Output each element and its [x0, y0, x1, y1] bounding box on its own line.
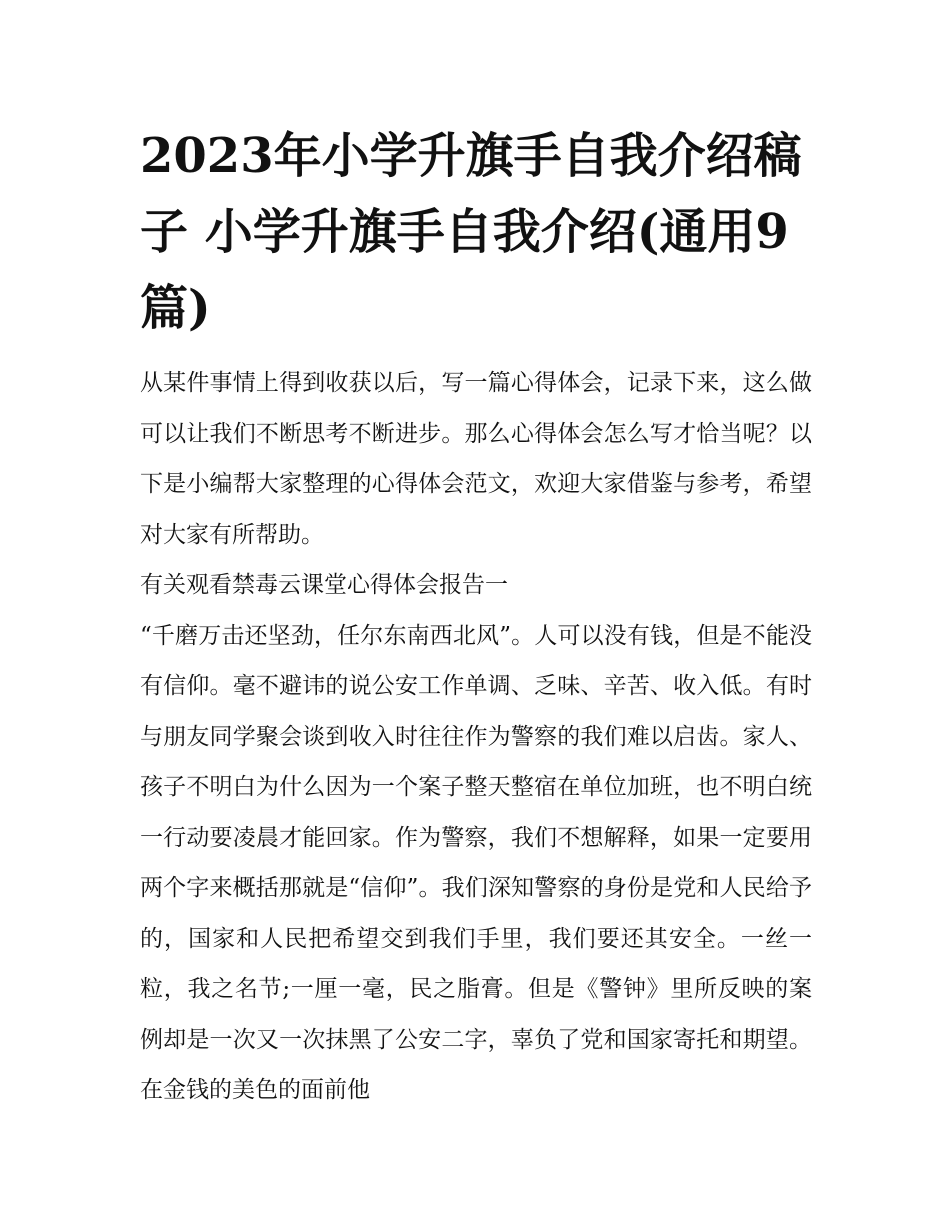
document-page [140, 118, 812, 1116]
section-heading: 有关观看禁毒云课堂心得体会报告一 [140, 572, 508, 598]
document-content [140, 358, 812, 1116]
body-paragraph: “千磨万击还坚劲，任尔东南西北风”。人可以没有钱，但是不能没有信仰。毫不避讳的说公安工作单调、乏味、辛苦、收入低。有时与朋友同学聚会谈到收入时往往作为警察的我们难以启齿。家人、孩子不明白为什么因为一个案子整天整宿在单位加班，也不明白统一行动要凌晨才能回家。作为警察，我们不想解释，如果一定要用两个字来概括那就是“信仰”。我们深知警察的身份是党和人民给予的，国家和人民把希望交到我们手里，我们要还其安全。一丝一粒，我之名节;一厘一毫，民之脂膏。但是《警钟》里所反映的案例却是一次又一次抹黑了公安二字，辜负了党和国家寄托和期望。在金钱的美色的面前他 [140, 622, 812, 1103]
document-title: 2023年小学升旗手自我介绍稿子 小学升旗手自我介绍(通用9篇) [140, 128, 802, 336]
intro-paragraph: 从某件事情上得到收获以后，写一篇心得体会，记录下来，这么做可以让我们不断思考不断进步。那么心得体会怎么写才恰当呢？以下是小编帮大家整理的心得体会范文，欢迎大家借鉴与参考，希望对大家有所帮助。 [140, 370, 812, 548]
